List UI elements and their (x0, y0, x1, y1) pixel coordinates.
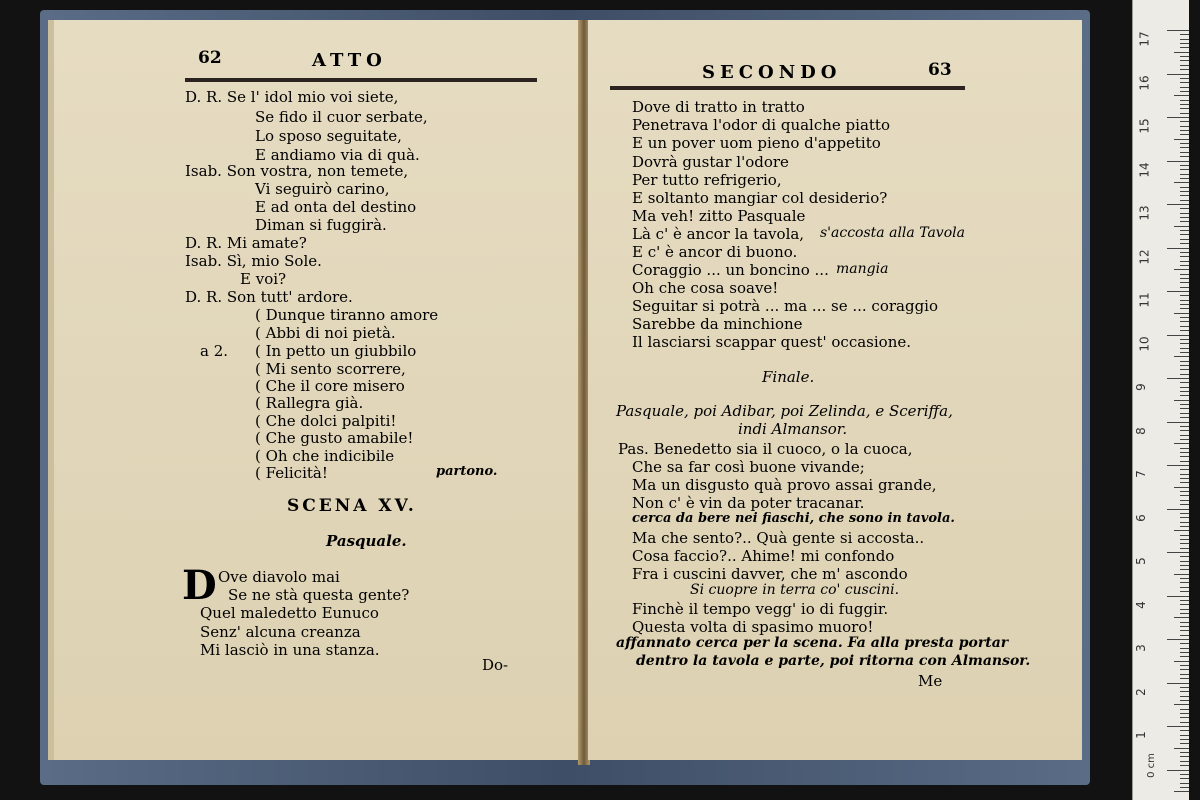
text-line: Isab. Son vostra, non temete, (185, 162, 409, 180)
text-line: ( Oh che indicibile (255, 447, 395, 465)
ruler-tick (1180, 626, 1189, 627)
ruler-tick (1180, 756, 1189, 757)
ruler-tick (1180, 674, 1189, 675)
ruler-tick (1180, 652, 1189, 653)
ruler-tick (1174, 574, 1189, 575)
ruler-tick (1180, 113, 1189, 114)
ruler-tick (1180, 147, 1189, 148)
text-line: Ove diavolo mai (218, 568, 340, 586)
ruler-tick (1180, 278, 1189, 279)
right-page-number: 63 (928, 60, 952, 80)
ruler-tick (1180, 556, 1189, 557)
ruler-tick (1180, 256, 1189, 257)
ruler-tick (1180, 435, 1189, 436)
ruler-tick (1174, 313, 1189, 314)
ruler-tick (1180, 126, 1189, 127)
ruler-tick (1180, 526, 1189, 527)
ruler-tick (1180, 348, 1189, 349)
ruler-tick (1180, 587, 1189, 588)
text-line: Non c' è vin da poter tracanar. (632, 494, 865, 512)
cast-list: Pasquale, poi Adibar, poi Zelinda, e Sceriffa, (616, 402, 953, 420)
ruler-tick (1180, 735, 1189, 736)
ruler-tick (1180, 561, 1189, 562)
text-line: Se fido il cuor serbate, (255, 108, 428, 126)
ruler-number: 14 (1137, 161, 1152, 178)
ruler-number: 10 (1137, 335, 1152, 352)
stage-direction-final-2: dentro la tavola e parte, poi ritorna con Almansor. (636, 653, 1031, 669)
ruler-tick (1180, 643, 1189, 644)
ruler-tick (1180, 47, 1189, 48)
ruler-tick (1180, 78, 1189, 79)
ruler-tick (1180, 200, 1189, 201)
text-line: Pas. Benedetto sia il cuoco, o la cuoca, (618, 440, 913, 458)
ruler-tick (1180, 404, 1189, 405)
ruler-tick (1167, 639, 1189, 640)
ruler-tick (1167, 683, 1189, 684)
text-line: Fra i cuscini davver, che m' ascondo (632, 565, 908, 583)
ruler-tick (1180, 352, 1189, 353)
stage-direction-final-1: affannato cerca per la scena. Fa alla presta portar (616, 635, 1009, 651)
ruler-tick (1180, 739, 1189, 740)
ruler-tick (1180, 65, 1189, 66)
ruler-tick (1180, 87, 1189, 88)
text-line: Vi seguirò carino, (255, 180, 390, 198)
ruler-tick (1167, 378, 1189, 379)
ruler-tick (1174, 400, 1189, 401)
ruler-number: 9 (1133, 383, 1148, 391)
ruler-number: 4 (1133, 600, 1148, 609)
ruler-tick (1180, 169, 1189, 170)
ruler-tick (1174, 182, 1189, 183)
ruler-tick (1180, 691, 1189, 692)
ruler-tick (1180, 374, 1189, 375)
ruler-tick (1180, 187, 1189, 188)
ruler-tick (1180, 565, 1189, 566)
ruler-tick (1174, 617, 1189, 618)
ruler-tick (1180, 195, 1189, 196)
ruler-tick (1180, 426, 1189, 427)
character-name: Pasquale. (326, 532, 407, 550)
ruler-tick (1167, 596, 1189, 597)
text-line: Oh che cosa soave! (632, 279, 779, 297)
text-line: Finchè il tempo vegg' io di fuggir. (632, 600, 889, 618)
stage-direction-tavola: s'accosta alla Tavola (820, 225, 965, 241)
text-line: Il lasciarsi scappar quest' occasione. (632, 333, 911, 351)
ruler-tick (1180, 100, 1189, 101)
ruler-tick (1180, 669, 1189, 670)
ruler-tick (1180, 513, 1189, 514)
ruler-tick (1167, 161, 1189, 162)
text-line: Coraggio ... un boncino ... (632, 261, 829, 279)
ruler-tick (1180, 395, 1189, 396)
text-line: D. R. Mi amate? (185, 234, 307, 252)
ruler-tick (1180, 34, 1189, 35)
ruler-tick (1180, 713, 1189, 714)
ruler-number: 13 (1137, 205, 1152, 221)
text-line: D. R. Son tutt' ardore. (185, 288, 353, 306)
ruler-tick (1180, 591, 1189, 592)
ruler-tick (1167, 248, 1189, 249)
ruler-tick (1167, 30, 1189, 31)
ruler-number: 12 (1137, 248, 1152, 265)
ruler-tick (1180, 234, 1189, 235)
ruler-number: 5 (1133, 557, 1148, 565)
ruler-number: 6 (1133, 513, 1148, 522)
ruler-tick (1180, 517, 1189, 518)
ruler-tick (1167, 204, 1189, 205)
stage-direction-mangia: mangia (836, 261, 889, 277)
ruler-tick (1180, 474, 1189, 475)
text-line: Cosa faccio?.. Ahime! mi confondo (632, 547, 895, 565)
ruler-tick (1167, 552, 1189, 553)
right-running-head: SECONDO (702, 62, 842, 83)
text-line: ( Che il core misero (255, 377, 405, 395)
ruler-tick (1180, 39, 1189, 40)
ruler-tick (1180, 548, 1189, 549)
ruler-tick (1180, 665, 1189, 666)
text-line: D. R. Se l' idol mio voi siete, (185, 88, 399, 106)
ruler-tick (1180, 461, 1189, 462)
ruler-tick (1180, 569, 1189, 570)
ruler-tick (1180, 304, 1189, 305)
text-line: Lo sposo seguitate, (255, 127, 402, 145)
ruler-tick (1180, 43, 1189, 44)
text-line: Ma un disgusto quà provo assai grande, (632, 476, 937, 494)
stage-direction-partono: partono. (436, 464, 498, 479)
ruler-tick (1180, 495, 1189, 496)
left-head-rule (185, 78, 537, 82)
text-line: Che sa far così buone vivande; (632, 458, 865, 476)
text-line: Penetrava l'odor di qualche piatto (632, 116, 890, 134)
ruler-unit-label: 0 cm (1145, 753, 1157, 778)
ruler-tick (1167, 770, 1189, 771)
ruler-tick (1180, 408, 1189, 409)
ruler-number: 3 (1133, 644, 1148, 652)
ruler-tick (1180, 261, 1189, 262)
ruler-tick (1180, 522, 1189, 523)
ruler-tick (1180, 504, 1189, 505)
ruler-number: 7 (1133, 470, 1148, 478)
ruler-tick (1180, 391, 1189, 392)
ruler-tick (1180, 600, 1189, 601)
ruler-tick (1180, 696, 1189, 697)
ruler-number: 15 (1137, 118, 1152, 134)
ruler-tick (1180, 330, 1189, 331)
text-line: Dove di tratto in tratto (632, 98, 805, 116)
ruler-tick (1174, 356, 1189, 357)
ruler-tick (1180, 191, 1189, 192)
a-due-marker: a 2. (200, 342, 229, 360)
ruler-tick (1180, 778, 1189, 779)
text-line: Isab. Sì, mio Sole. (185, 252, 322, 270)
text-line: Ma che sento?.. Quà gente si accosta.. (632, 529, 925, 547)
ruler-tick (1180, 108, 1189, 109)
ruler-tick (1180, 213, 1189, 214)
ruler-tick (1180, 165, 1189, 166)
ruler-tick (1180, 609, 1189, 610)
ruler-tick (1180, 783, 1189, 784)
ruler-tick (1180, 365, 1189, 366)
ruler-tick (1180, 104, 1189, 105)
ruler-tick (1180, 295, 1189, 296)
text-line: E andiamo via di quà. (255, 146, 420, 164)
ruler-tick (1180, 578, 1189, 579)
ruler-tick (1180, 317, 1189, 318)
ruler-tick (1180, 787, 1189, 788)
ruler-tick (1180, 387, 1189, 388)
ruler-tick (1174, 661, 1189, 662)
ruler-number: 8 (1133, 426, 1148, 435)
right-catchword: Me (918, 672, 943, 690)
ruler-tick (1180, 265, 1189, 266)
ruler-tick (1180, 622, 1189, 623)
ruler-tick (1180, 143, 1189, 144)
ruler-tick (1180, 217, 1189, 218)
ruler-tick (1180, 243, 1189, 244)
ruler-tick (1174, 530, 1189, 531)
ruler-tick (1180, 491, 1189, 492)
ruler-tick (1180, 500, 1189, 501)
cast-list-cont: indi Almansor. (738, 420, 848, 438)
ruler-tick (1180, 69, 1189, 70)
text-line: Seguitar si potrà ... ma ... se ... coraggio (632, 297, 938, 315)
ruler-tick (1180, 252, 1189, 253)
finale-title: Finale. (762, 368, 815, 386)
ruler-tick (1174, 487, 1189, 488)
ruler-tick (1180, 469, 1189, 470)
text-line: Mi lasciò in una stanza. (200, 641, 380, 659)
text-line: Per tutto refrigerio, (632, 171, 782, 189)
ruler-tick (1180, 174, 1189, 175)
text-line: Senz' alcuna creanza (200, 623, 361, 641)
text-line: ( Rallegra già. (255, 394, 364, 412)
text-line: E ad onta del destino (255, 198, 417, 216)
ruler-tick (1174, 95, 1189, 96)
ruler-tick (1180, 448, 1189, 449)
ruler-tick (1180, 635, 1189, 636)
ruler-tick (1180, 752, 1189, 753)
ruler-tick (1180, 700, 1189, 701)
ruler-tick (1180, 56, 1189, 57)
ruler-tick (1180, 326, 1189, 327)
text-line: Sarebbe da minchione (632, 315, 803, 333)
stage-direction-cuscini: Si cuopre in terra co' cuscini. (690, 582, 900, 598)
ruler-tick (1180, 456, 1189, 457)
ruler-tick (1180, 687, 1189, 688)
ruler-tick (1180, 774, 1189, 775)
text-line: Diman si fuggirà. (255, 216, 387, 234)
ruler-tick (1180, 430, 1189, 431)
stage-direction-fiaschi: cerca da bere nei fiaschi, che sono in tavola. (632, 511, 955, 526)
ruler-number: 2 (1133, 687, 1148, 696)
ruler-tick (1167, 291, 1189, 292)
ruler-tick (1180, 300, 1189, 301)
left-catchword: Do- (482, 656, 509, 674)
text-line: ( Felicità! (255, 464, 328, 482)
measurement-ruler (1132, 0, 1189, 800)
ruler-tick (1180, 382, 1189, 383)
text-line: Là c' è ancor la tavola, (632, 225, 805, 243)
ruler-tick (1180, 134, 1189, 135)
ruler-tick (1180, 274, 1189, 275)
ruler-tick (1180, 417, 1189, 418)
ruler-tick (1180, 282, 1189, 283)
ruler-tick (1180, 308, 1189, 309)
ruler-tick (1174, 704, 1189, 705)
ruler-tick (1180, 178, 1189, 179)
ruler-tick (1180, 91, 1189, 92)
text-line: E c' è ancor di buono. (632, 243, 798, 261)
ruler-tick (1180, 82, 1189, 83)
ruler-tick (1174, 226, 1189, 227)
ruler-tick (1180, 543, 1189, 544)
ruler-tick (1180, 539, 1189, 540)
ruler-tick (1180, 343, 1189, 344)
ruler-tick (1180, 339, 1189, 340)
ruler-number: 1 (1133, 731, 1148, 739)
ruler-tick (1180, 613, 1189, 614)
ruler-tick (1167, 422, 1189, 423)
ruler-tick (1180, 722, 1189, 723)
ruler-tick (1180, 478, 1189, 479)
text-line: Questa volta di spasimo muoro! (632, 618, 874, 636)
ruler-tick (1180, 648, 1189, 649)
ruler-tick (1167, 335, 1189, 336)
ruler-tick (1180, 230, 1189, 231)
right-head-rule (610, 86, 965, 90)
ruler-tick (1180, 413, 1189, 414)
ruler-tick (1180, 60, 1189, 61)
ruler-tick (1180, 709, 1189, 710)
ruler-number: 16 (1137, 74, 1152, 91)
ruler-tick (1174, 139, 1189, 140)
drop-cap: D (182, 562, 217, 609)
ruler-tick (1180, 678, 1189, 679)
ruler-tick (1180, 765, 1189, 766)
ruler-tick (1167, 117, 1189, 118)
ruler-tick (1180, 287, 1189, 288)
ruler-tick (1180, 743, 1189, 744)
ruler-tick (1180, 361, 1189, 362)
text-line: ( Che gusto amabile! (255, 429, 414, 447)
ruler-tick (1180, 130, 1189, 131)
text-line: ( Mi sento scorrere, (255, 360, 406, 378)
ruler-tick (1167, 74, 1189, 75)
ruler-tick (1180, 221, 1189, 222)
ruler-tick (1180, 321, 1189, 322)
text-line: Se ne stà questa gente? (228, 586, 410, 604)
ruler-tick (1180, 208, 1189, 209)
ruler-tick (1180, 535, 1189, 536)
text-line: ( Dunque tiranno amore (255, 306, 439, 324)
ruler-tick (1174, 52, 1189, 53)
ruler-tick (1180, 730, 1189, 731)
ruler-tick (1167, 509, 1189, 510)
ruler-tick (1180, 717, 1189, 718)
ruler-tick (1180, 152, 1189, 153)
ruler-tick (1180, 452, 1189, 453)
ruler-tick (1180, 630, 1189, 631)
ruler-tick (1180, 482, 1189, 483)
text-line: ( In petto un giubbilo (255, 342, 417, 360)
text-line: Dovrà gustar l'odore (632, 153, 789, 171)
ruler-tick (1174, 791, 1189, 792)
text-line: Ma veh! zitto Pasquale (632, 207, 806, 225)
text-line: Quel maledetto Eunuco (200, 604, 379, 622)
text-line: E soltanto mangiar col desiderio? (632, 189, 888, 207)
ruler-tick (1180, 582, 1189, 583)
text-line: ( Abbi di noi pietà. (255, 324, 396, 342)
ruler-tick (1167, 726, 1189, 727)
ruler-tick (1174, 443, 1189, 444)
ruler-tick (1180, 156, 1189, 157)
ruler-tick (1180, 121, 1189, 122)
ruler-tick (1180, 369, 1189, 370)
left-running-head: ATTO (312, 50, 387, 71)
scene-title: SCENA XV. (287, 496, 417, 516)
ruler-tick (1167, 465, 1189, 466)
ruler-tick (1180, 439, 1189, 440)
ruler-tick (1180, 239, 1189, 240)
left-page-number: 62 (198, 48, 222, 68)
ruler-tick (1174, 269, 1189, 270)
ruler-number: 11 (1137, 292, 1152, 308)
ruler-number: 17 (1137, 31, 1152, 47)
ruler-tick (1174, 748, 1189, 749)
ruler-tick (1180, 656, 1189, 657)
text-line: E voi? (240, 270, 287, 288)
text-line: E un pover uom pieno d'appetito (632, 134, 881, 152)
ruler-tick (1180, 604, 1189, 605)
text-line: ( Che dolci palpiti! (255, 412, 397, 430)
ruler-tick (1180, 761, 1189, 762)
